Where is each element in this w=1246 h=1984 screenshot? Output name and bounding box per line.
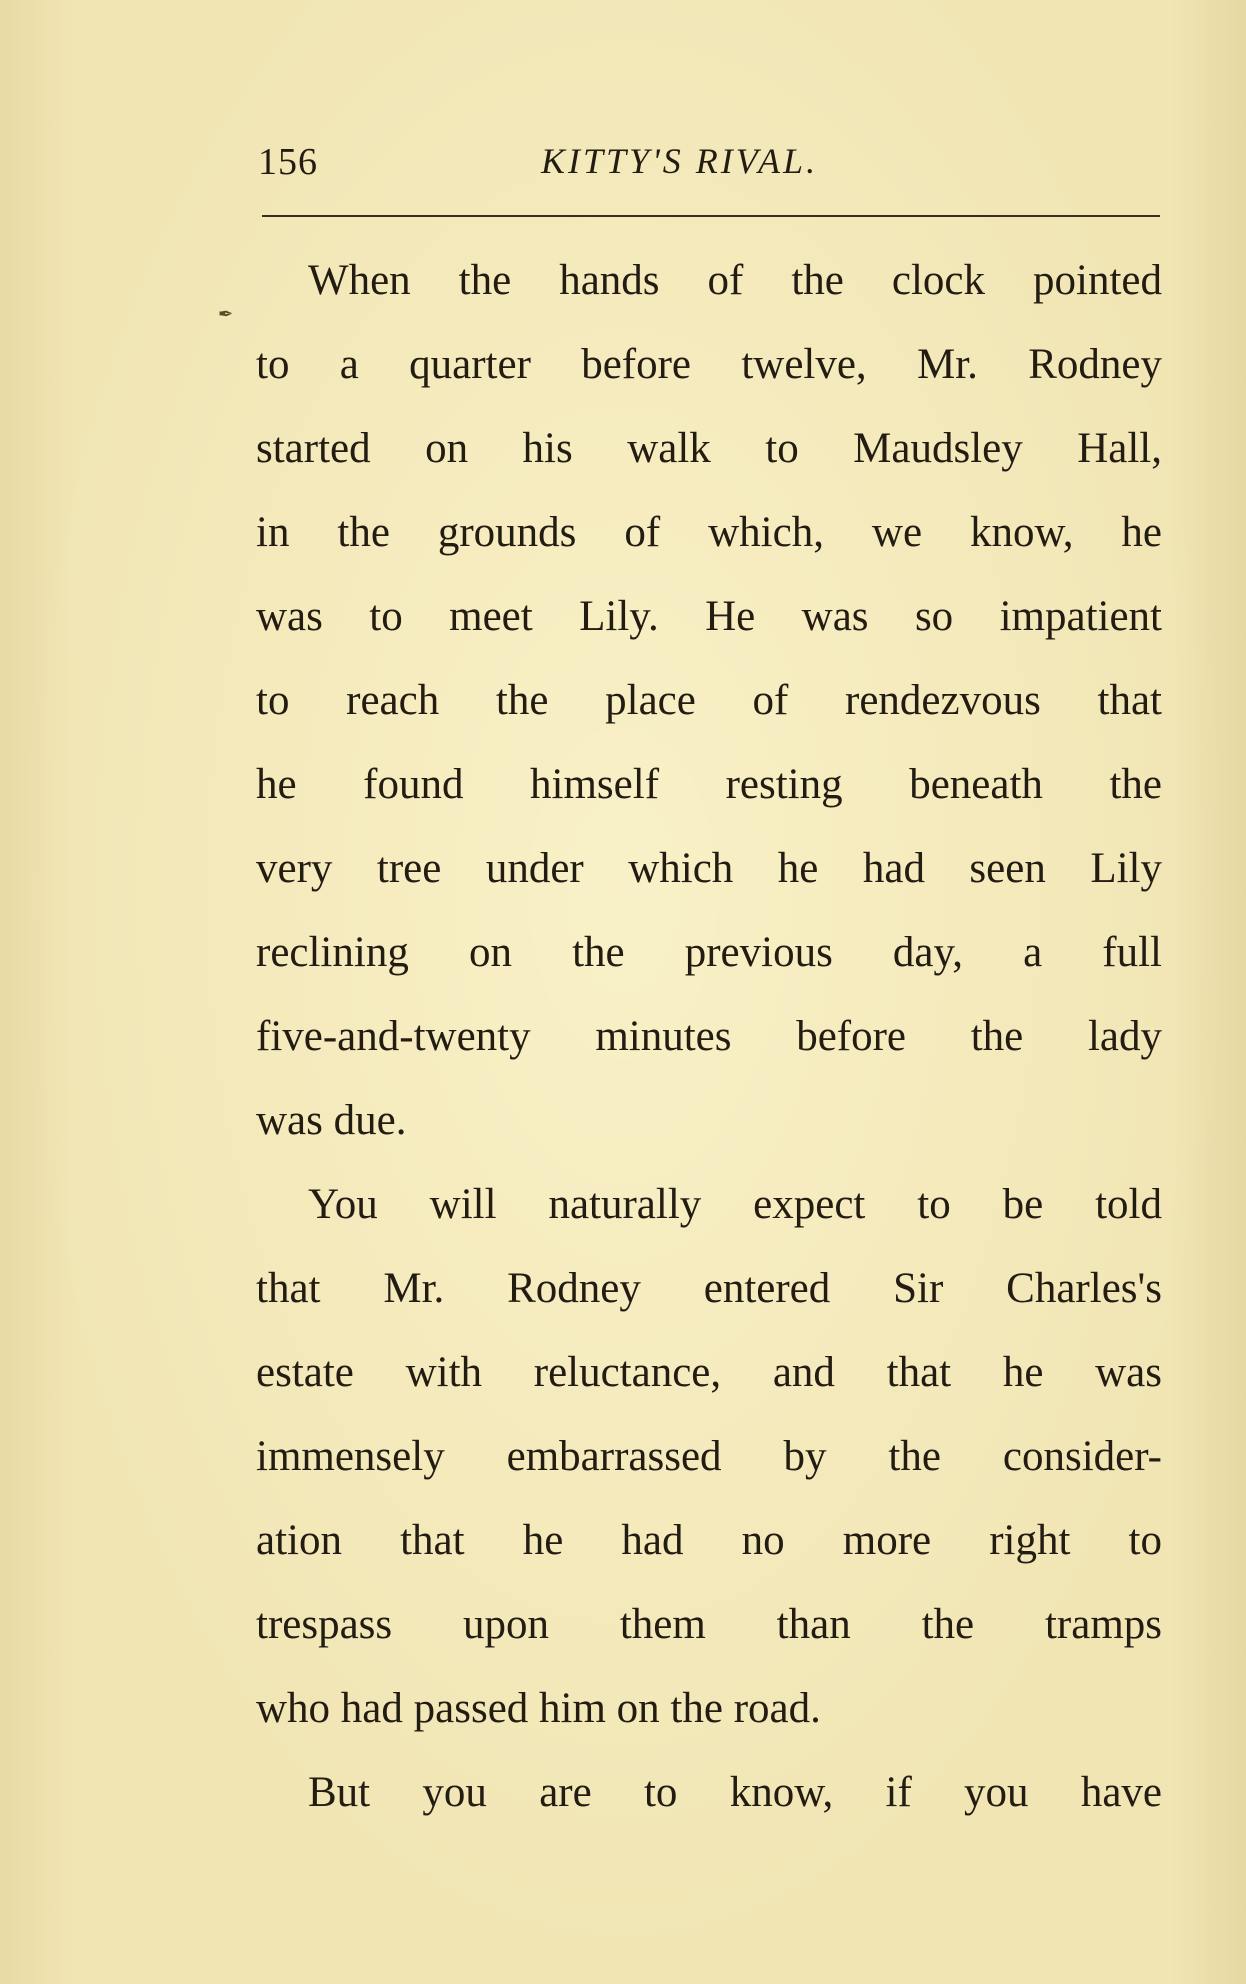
text-line: that Mr. Rodney entered Sir Charles's — [256, 1265, 1162, 1312]
page-header — [258, 140, 1158, 190]
text-line: who had passed him on the road. — [256, 1685, 821, 1732]
ink-mark: ✒ — [218, 304, 234, 325]
text-line: in the grounds of which, we know, he — [256, 509, 1162, 556]
text-line: was to meet Lily. He was so impatient — [256, 593, 1162, 640]
text-line: You will naturally expect to be told — [308, 1181, 1162, 1228]
text-line: ation that he had no more right to — [256, 1517, 1162, 1564]
running-title: KITTY'S RIVAL. — [541, 141, 819, 181]
text-line: to reach the place of rendezvous that — [256, 677, 1162, 724]
text-line: he found himself resting beneath the — [256, 761, 1162, 808]
text-line: was due. — [256, 1097, 407, 1144]
text-line: trespass upon them than the tramps — [256, 1601, 1162, 1648]
text-line: five-and-twenty minutes before the lady — [256, 1013, 1162, 1060]
text-line: immensely embarrassed by the consider- — [256, 1433, 1162, 1480]
text-line: very tree under which he had seen Lily — [256, 845, 1162, 892]
header-rule — [262, 215, 1160, 217]
page-number: 156 — [258, 141, 318, 183]
body-text — [256, 248, 1162, 1844]
text-line: reclining on the previous day, a full — [256, 929, 1162, 976]
text-line: When the hands of the clock pointed — [308, 257, 1162, 304]
text-line: But you are to know, if you have — [308, 1769, 1162, 1816]
text-line: to a quarter before twelve, Mr. Rodney — [256, 341, 1162, 388]
text-line: estate with reluctance, and that he was — [256, 1349, 1162, 1396]
text-line: started on his walk to Maudsley Hall, — [256, 425, 1162, 472]
